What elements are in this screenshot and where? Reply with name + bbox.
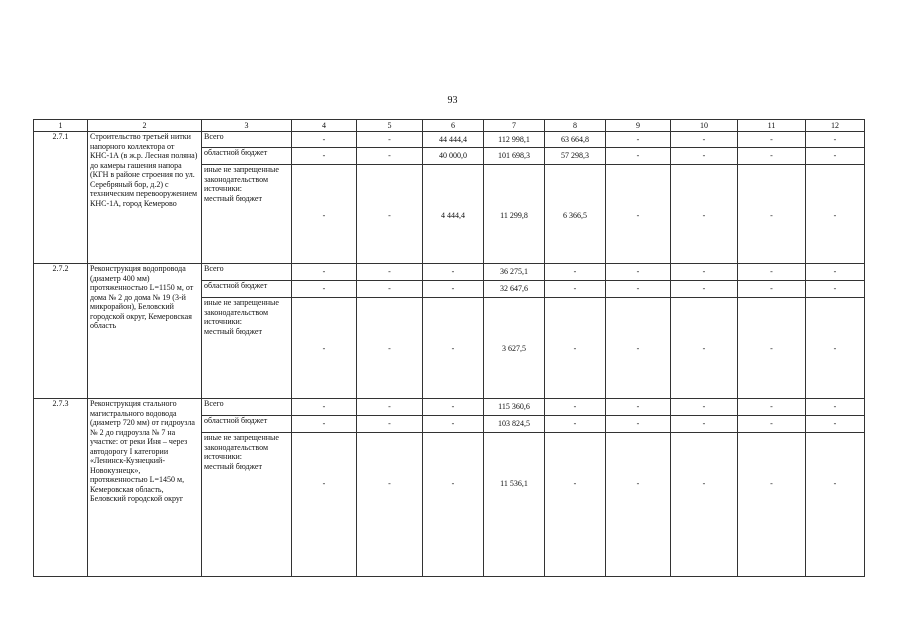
funding-source-label: областной бюджет [204,281,268,290]
value-cell: - [738,399,806,416]
value-cell: - [545,264,606,281]
value-cell: 4 444,4 [423,165,484,264]
value-cell: - [806,148,865,165]
value-cell: - [671,399,738,416]
value-cell: - [357,148,423,165]
value-cell: 6 366,5 [545,165,606,264]
table-body [34,120,865,577]
value-cell: - [671,165,738,264]
value-cell: 44 444,4 [423,132,484,148]
funding-source [202,165,292,264]
value-cell: - [292,165,357,264]
funding-source-sublabel: местный бюджет [204,461,262,471]
value-cell: - [806,264,865,281]
funding-source [202,399,292,416]
value-cell: - [545,281,606,298]
value-cell: - [738,433,806,577]
header-cell: 3 [202,120,292,132]
header-cell: 1 [34,120,88,132]
value-cell: - [738,165,806,264]
value-cell: - [423,264,484,281]
value-cell: - [738,132,806,148]
value-cell: - [806,298,865,399]
project-name: Строительство третьей нитки напорного коллектора от КНС-1А (в ж.р. Лесная поляна) до камеры гашения напора (КГН в районе строения по ул. Серебряный бор, д.2) с техническим перевооружением КНС-1А, город Кемерово [88,132,202,264]
value-cell: 40 000,0 [423,148,484,165]
value-cell: - [606,132,671,148]
funding-source-label: Всего [204,132,224,141]
section-number: 2.7.2 [34,264,88,399]
value-cell: 11 536,1 [484,433,545,577]
value-cell: - [292,148,357,165]
value-cell: - [292,416,357,433]
value-cell: - [606,264,671,281]
funding-source-sublabel: местный бюджет [204,326,262,336]
value-cell: 103 824,5 [484,416,545,433]
value-cell: - [357,433,423,577]
header-cell: 2 [88,120,202,132]
value-cell: - [423,298,484,399]
header-row [34,120,865,132]
value-cell: - [545,298,606,399]
value-cell: - [606,416,671,433]
value-cell: - [671,416,738,433]
value-cell: - [292,132,357,148]
funding-source-label: областной бюджет [204,148,268,157]
value-cell: - [606,298,671,399]
value-cell: - [606,399,671,416]
value-cell: - [292,399,357,416]
value-cell: - [423,416,484,433]
value-cell: - [357,281,423,298]
value-cell: - [357,399,423,416]
value-cell: - [606,165,671,264]
funding-source-label: иные не запрещенные законодательством источники: [204,433,279,461]
header-cell: 6 [423,120,484,132]
value-cell: 32 647,6 [484,281,545,298]
value-cell: 115 360,6 [484,399,545,416]
funding-source [202,264,292,281]
value-cell: 3 627,5 [484,298,545,399]
project-name: Реконструкция стального магистрального водовода (диаметр 720 мм) от гидроузла № 2 до гидроузла № 7 на участке: от реки Иня – через автодорогу I категории «Ленинск-Кузнецкий-Новокузнецк», протяженностью L=1450 м, Кемеровская область, Беловский городской округ [88,399,202,577]
project-name: Реконструкция водопровода (диаметр 400 мм) протяженностью L=1150 м, от дома № 2 до дома № 19 (3-й микрорайон), Беловский городской округ, Кемеровская область [88,264,202,399]
value-cell: - [806,433,865,577]
value-cell: - [606,433,671,577]
header-cell: 11 [738,120,806,132]
value-cell: - [545,399,606,416]
value-cell: - [357,165,423,264]
value-cell: - [357,416,423,433]
table-row [34,399,865,416]
value-cell: - [738,281,806,298]
funding-source-label: иные не запрещенные законодательством источники: [204,165,279,193]
value-cell: - [606,148,671,165]
value-cell: - [292,433,357,577]
value-cell: - [738,148,806,165]
section-number: 2.7.1 [34,132,88,264]
value-cell: - [806,416,865,433]
value-cell: - [806,281,865,298]
value-cell: - [292,264,357,281]
value-cell: - [806,165,865,264]
value-cell: - [806,399,865,416]
funding-source-label: областной бюджет [204,416,268,425]
value-cell: - [357,132,423,148]
funding-source [202,433,292,577]
header-cell: 10 [671,120,738,132]
header-cell: 12 [806,120,865,132]
table-row [34,132,865,148]
funding-source [202,281,292,298]
value-cell: - [423,281,484,298]
funding-source-label: иные не запрещенные законодательством источники: [204,298,279,326]
funding-source [202,148,292,165]
header-cell: 8 [545,120,606,132]
value-cell: - [292,281,357,298]
table-row [34,264,865,281]
value-cell: - [738,264,806,281]
value-cell: - [545,433,606,577]
value-cell: - [671,148,738,165]
funding-source-label: Всего [204,264,224,273]
value-cell: - [738,416,806,433]
value-cell: - [292,298,357,399]
value-cell: 63 664,8 [545,132,606,148]
value-cell: - [357,298,423,399]
page-number: 93 [447,95,458,106]
header-cell: 5 [357,120,423,132]
value-cell: - [671,132,738,148]
value-cell: - [671,264,738,281]
funding-source [202,132,292,148]
header-cell: 4 [292,120,357,132]
header-cell: 9 [606,120,671,132]
funding-source-label: Всего [204,399,224,408]
value-cell: - [806,132,865,148]
value-cell: 112 998,1 [484,132,545,148]
value-cell: - [357,264,423,281]
value-cell: - [671,433,738,577]
value-cell: - [545,416,606,433]
value-cell: - [671,281,738,298]
value-cell: - [423,399,484,416]
value-cell: - [606,281,671,298]
value-cell: - [423,433,484,577]
section-number: 2.7.3 [34,399,88,577]
value-cell: 57 298,3 [545,148,606,165]
value-cell: 36 275,1 [484,264,545,281]
value-cell: - [738,298,806,399]
header-cell: 7 [484,120,545,132]
value-cell: 101 698,3 [484,148,545,165]
funding-source [202,416,292,433]
funding-source [202,298,292,399]
value-cell: 11 299,8 [484,165,545,264]
budget-table [33,119,865,577]
funding-source-sublabel: местный бюджет [204,193,262,203]
value-cell: - [671,298,738,399]
